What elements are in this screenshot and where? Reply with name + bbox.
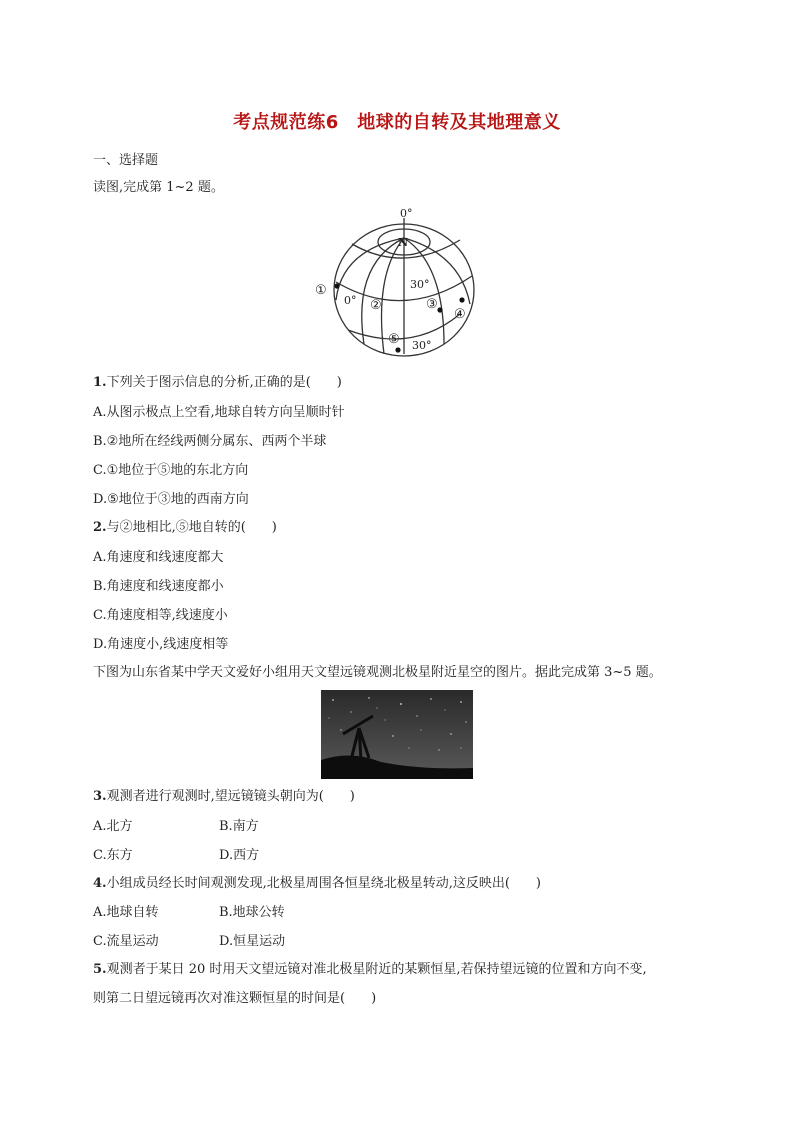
globe-figure [312, 204, 482, 360]
question-1-option-b: B.②地所在经线两侧分属东、西两个半球 [93, 434, 327, 449]
label-point-1: ① [315, 283, 327, 298]
question-1-stem: 下列关于图示信息的分析,正确的是( ) [106, 375, 342, 390]
question-4-stem: 小组成员经长时间观测发现,北极星周围各恒星绕北极星转动,这反映出( ) [106, 876, 541, 891]
question-1 [93, 374, 342, 392]
label-30-south: 30° [412, 339, 432, 352]
label-point-3: ③ [426, 297, 438, 312]
question-2-stem: 与②地相比,⑤地自转的( ) [106, 520, 277, 535]
question-3 [93, 788, 355, 806]
question-5-number: 5. [93, 962, 107, 977]
question-3-options-ab [93, 818, 259, 836]
question-1-option-c: C.①地位于⑤地的东北方向 [93, 463, 249, 478]
label-point-2: ② [370, 298, 382, 313]
section-heading: 一、选择题 [93, 153, 159, 168]
telescope-photo [321, 690, 473, 779]
label-equator-0: 0° [344, 294, 357, 307]
question-2-option-c: C.角速度相等,线速度小 [93, 608, 228, 623]
point-3-dot [437, 307, 442, 312]
question-5-stem-continued: 则第二日望远镜再次对准这颗恒星的时间是( ) [93, 991, 377, 1006]
question-2-option-b: B.角速度和线速度都小 [93, 579, 224, 594]
question-1-number: 1. [93, 375, 107, 390]
question-3-options-cd [93, 847, 260, 865]
label-north-pole: N [398, 236, 409, 249]
question-3-stem: 观测者进行观测时,望远镜镜头朝向为( ) [106, 789, 355, 804]
question-2-option-d: D.角速度小,线速度相等 [93, 637, 229, 652]
question-3-option-d: D.西方 [219, 848, 260, 863]
point-4-dot [459, 297, 464, 302]
question-2-number: 2. [93, 520, 107, 535]
question-2 [93, 519, 277, 537]
question-4-options-cd [93, 933, 286, 951]
question-5-stem: 观测者于某日 20 时用天文望远镜对准北极星附近的某颗恒星,若保持望远镜的位置和方向不变, [106, 962, 647, 977]
question-3-option-c: C.东方 [93, 848, 133, 863]
point-5-dot [395, 347, 400, 352]
question-2-option-a: A.角速度和线速度都大 [93, 550, 224, 565]
question-3-option-b: B.南方 [219, 819, 259, 834]
intro-text-2: 下图为山东省某中学天文爱好小组用天文望远镜观测北极星附近星空的图片。据此完成第 3~5 题。 [93, 665, 662, 680]
question-4-option-b: B.地球公转 [219, 905, 285, 920]
page-title: 考点规范练6 地球的自转及其地理意义 [233, 112, 561, 133]
label-30-north: 30° [410, 278, 430, 291]
question-4-number: 4. [93, 876, 107, 891]
intro-text-1: 读图,完成第 1~2 题。 [93, 180, 224, 195]
question-4-option-a: A.地球自转 [93, 905, 159, 920]
question-5 [93, 961, 647, 979]
question-1-option-d: D.⑤地位于③地的西南方向 [93, 492, 249, 507]
question-3-option-a: A.北方 [93, 819, 133, 834]
question-4-option-c: C.流星运动 [93, 934, 159, 949]
label-point-4: ④ [454, 307, 466, 322]
meridian-west-3 [336, 238, 404, 300]
point-1-dot [334, 283, 339, 288]
question-4-options-ab [93, 904, 285, 922]
question-4-option-d: D.恒星运动 [219, 934, 286, 949]
question-4 [93, 875, 541, 893]
question-3-number: 3. [93, 789, 107, 804]
question-1-option-a: A.从图示极点上空看,地球自转方向呈顺时针 [93, 405, 345, 420]
label-top-0: 0° [400, 207, 413, 220]
label-point-5: ⑤ [388, 332, 400, 347]
